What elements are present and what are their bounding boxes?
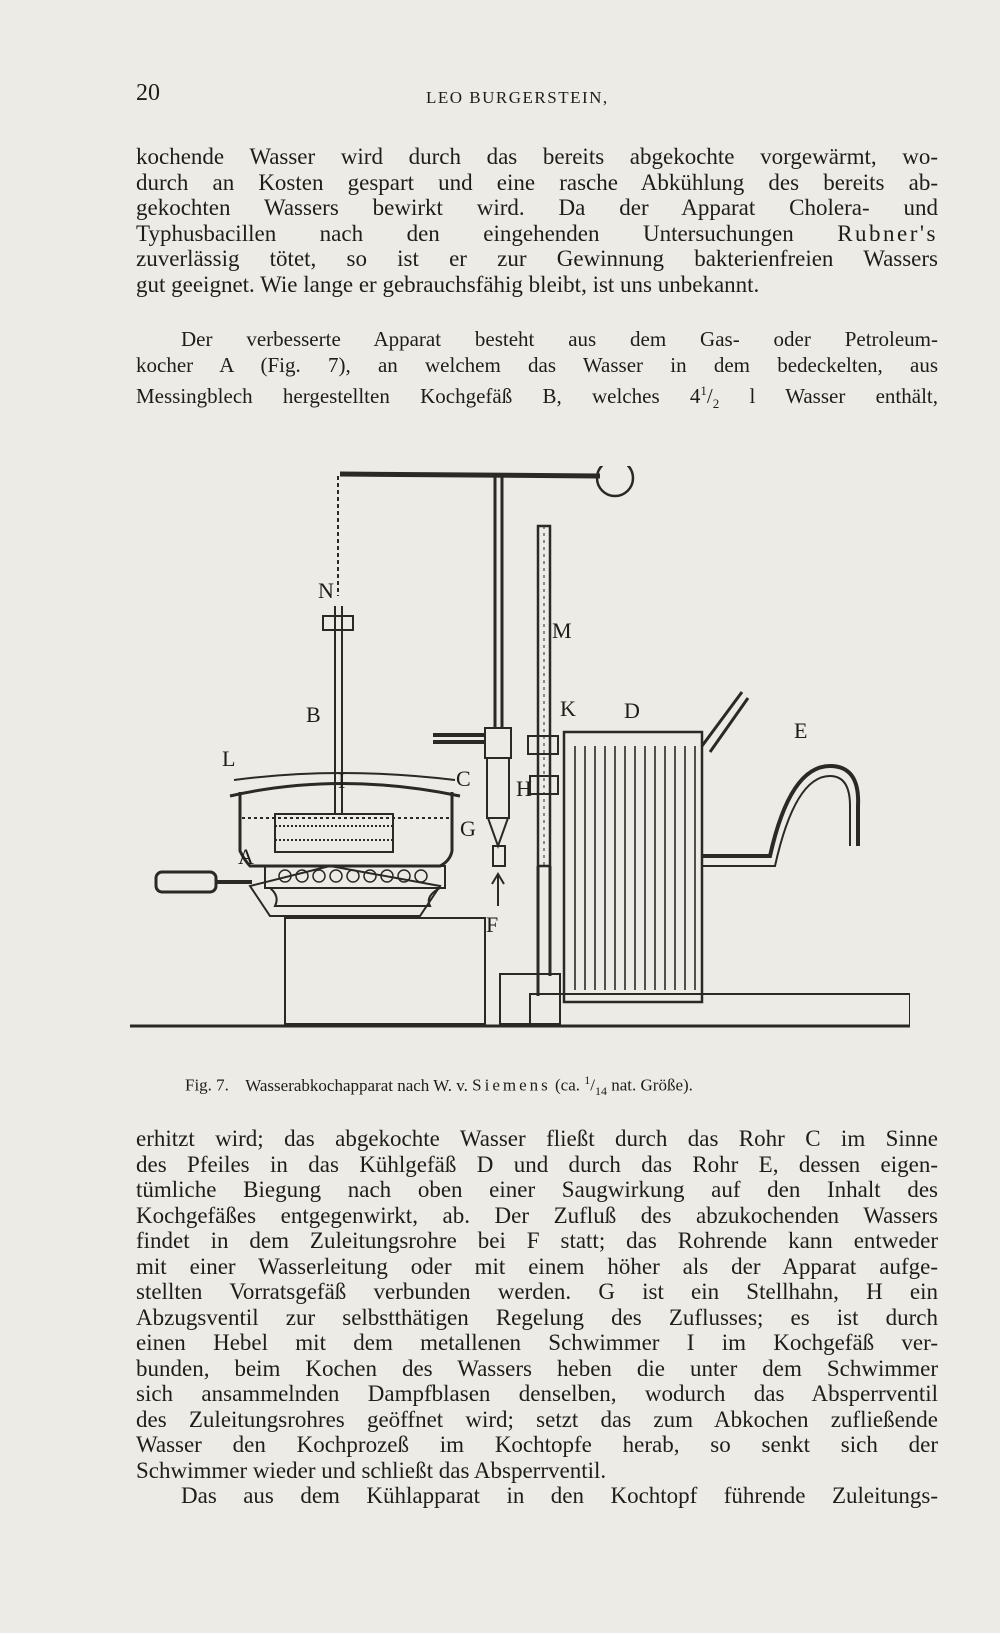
text-line: des Pfeiles in das Kühlgefäß D und durch das Rohr E, dessen eigen- bbox=[136, 1151, 938, 1177]
label-l: L bbox=[222, 746, 236, 771]
label-d: D bbox=[624, 698, 640, 723]
label-k: K bbox=[560, 696, 576, 721]
text-line: durch an Kosten gespart und eine rasche Abkühlung des bereits ab- bbox=[136, 169, 938, 195]
text-line: findet in dem Zuleitungsrohre bei F statt; das Rohrende kann entweder bbox=[136, 1228, 938, 1253]
page-number: 20 bbox=[136, 80, 160, 106]
caption-name: Siemens bbox=[472, 1075, 551, 1095]
paragraph-3 bbox=[136, 1126, 938, 1509]
text-line: des Zuleitungsrohres geöffnet wird; setzt das zum Abkochen zufließende bbox=[136, 1406, 938, 1432]
label-a: A bbox=[238, 844, 254, 869]
label-e: E bbox=[794, 718, 808, 743]
label-n: N bbox=[318, 578, 334, 603]
text-line: Schwimmer wieder und schließt das Absperrventil. bbox=[136, 1457, 607, 1483]
label-b: B bbox=[306, 702, 321, 727]
paragraph-2 bbox=[136, 326, 938, 417]
text-line: Typhusbacillen nach den eingehenden Untersuchungen Rubner's bbox=[136, 220, 938, 246]
text-line: gut geeignet. Wie lange er gebrauchsfähig bleibt, ist uns unbekannt. bbox=[136, 271, 760, 297]
caption-text: Wasserabkochapparat nach W. v. bbox=[245, 1075, 468, 1095]
text-line: zuverlässig tötet, so ist er zur Gewinnung bakterienfreien Wassers bbox=[136, 246, 938, 271]
text-line: mit einer Wasserleitung oder mit einem höher als der Apparat aufge- bbox=[136, 1253, 938, 1279]
text-line: Wasser den Kochprozeß im Kochtopfe herab, so senkt sich der bbox=[136, 1432, 938, 1457]
author-name: Rubner's bbox=[837, 220, 938, 246]
text-line: einen Hebel mit dem metallenen Schwimmer I im Kochgefäß ver- bbox=[136, 1330, 938, 1355]
label-f: F bbox=[486, 912, 499, 937]
paragraph-1 bbox=[136, 144, 938, 297]
caption-fig-number: Fig. 7. bbox=[185, 1075, 229, 1095]
text-line: sich ansammelnden Dampfblasen denselben, wodurch das Absperrventil bbox=[136, 1381, 938, 1406]
text-line: Messingblech hergestellten Kochgefäß B, welches $4^1/_2$ l Wasser enthält, bbox=[136, 383, 938, 412]
label-g: G bbox=[460, 816, 476, 841]
page-header bbox=[136, 80, 926, 114]
label-m: M bbox=[552, 618, 572, 643]
apparatus-figure bbox=[130, 466, 910, 1066]
text-line: kocher A (Fig. 7), an welchem das Wasser in dem bedeckelten, aus bbox=[136, 353, 938, 377]
label-h: H bbox=[516, 776, 532, 801]
text-line: gekochten Wassers bewirkt wird. Da der Apparat Cholera- und bbox=[136, 195, 938, 220]
text-line: Abzugsventil zur selbstthätigen Regelung des Zuflusses; es ist durch bbox=[136, 1304, 938, 1330]
text-line: stellten Vorratsgefäß verbunden werden. G ist ein Stellhahn, H ein bbox=[136, 1279, 938, 1304]
running-title: LEO BURGERSTEIN, bbox=[426, 88, 609, 107]
label-c: C bbox=[456, 766, 471, 791]
caption-rest: nat. Größe). bbox=[611, 1075, 693, 1095]
caption-paren: (ca. bbox=[555, 1075, 581, 1095]
text-line: Kochgefäßes entgegenwirkt, ab. Der Zufluß des abzukochenden Wassers bbox=[136, 1202, 938, 1228]
text-line: bunden, beim Kochen des Wassers heben die unter dem Schwimmer bbox=[136, 1355, 938, 1381]
text-line: Das aus dem Kühlapparat in den Kochtopf führende Zuleitungs- bbox=[181, 1483, 938, 1508]
text-line: kochende Wasser wird durch das bereits abgekochte vorgewärmt, wo- bbox=[136, 144, 938, 169]
text-line: tümliche Biegung nach oben einer Saugwirkung auf den Inhalt des bbox=[136, 1177, 938, 1202]
label-i: I bbox=[338, 768, 346, 793]
figure-caption: Fig. 7. Wasserabkochapparat nach W. v. Siemens (ca. $^1/_{14}$ nat. Größe). bbox=[185, 1073, 693, 1099]
text-line: erhitzt wird; das abgekochte Wasser fließt durch das Rohr C im Sinne bbox=[136, 1126, 938, 1151]
text-line: Der verbesserte Apparat besteht aus dem Gas- oder Petroleum- bbox=[181, 327, 938, 351]
